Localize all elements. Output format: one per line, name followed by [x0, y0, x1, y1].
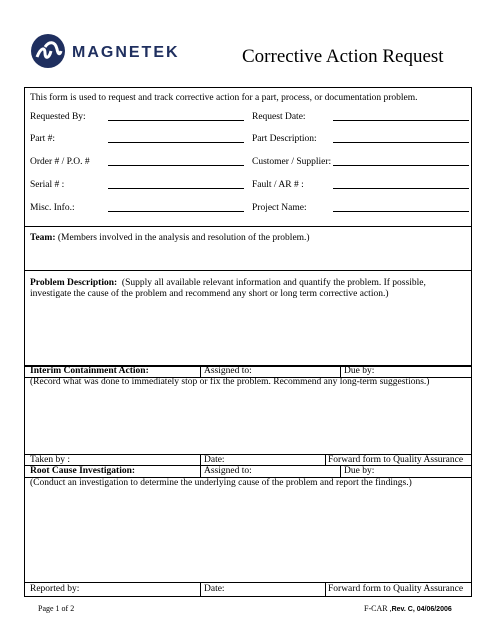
request-date-label: Request Date: [252, 112, 306, 122]
problem-label: Problem Description: [30, 278, 118, 288]
root-due-label: Due by: [344, 466, 375, 476]
root-forward-text: Forward form to Quality Assurance [328, 584, 464, 594]
order-po-field[interactable] [108, 165, 244, 166]
root-footer-divider-1 [200, 582, 201, 597]
order-po-label: Order # / P.O. # [30, 157, 90, 167]
interim-due-label: Due by: [344, 366, 375, 376]
misc-info-label: Misc. Info.: [30, 203, 75, 213]
root-assigned-label: Assigned to: [204, 466, 252, 476]
part-description-field[interactable] [333, 142, 469, 143]
page-title: Corrective Action Request [242, 46, 444, 67]
interim-divider-1 [200, 366, 201, 377]
part-description-label: Part Description: [252, 134, 317, 144]
misc-info-field[interactable] [108, 211, 244, 212]
interim-forward-text: Forward form to Quality Assurance [328, 455, 464, 465]
magnetek-logo-icon [30, 33, 66, 69]
reported-by-label: Reported by: [30, 584, 80, 594]
team-note: (Members involved in the analysis and resolution of the problem.) [57, 233, 310, 243]
fault-ar-label: Fault / AR # : [252, 180, 304, 190]
interim-divider-2 [340, 366, 341, 377]
part-number-field[interactable] [108, 142, 244, 143]
form-id [364, 604, 452, 613]
root-divider-1 [200, 465, 201, 477]
root-date-label: Date: [204, 584, 225, 594]
problem-note: (Supply all available relevant information and quantify the problem. If possible, investigate the cause of the problem and recommend any short or long term corrective action.) [30, 278, 426, 299]
requested-by-label: Requested By: [30, 112, 86, 122]
interim-assigned-label: Assigned to: [204, 366, 252, 376]
team-label: Team: [30, 233, 56, 243]
brand-name: MAGNETEK [72, 44, 180, 61]
intro-text: This form is used to request and track corrective action for a part, process, or documentation problem. [30, 93, 418, 103]
fault-ar-field[interactable] [333, 188, 469, 189]
team-heading [30, 233, 310, 243]
serial-number-field[interactable] [108, 188, 244, 189]
project-name-label: Project Name: [252, 203, 307, 213]
project-name-field[interactable] [333, 211, 469, 212]
requested-by-field[interactable] [108, 120, 244, 121]
form-id-text: F-CAR , [364, 604, 392, 613]
customer-supplier-field[interactable] [333, 165, 469, 166]
customer-supplier-label: Customer / Supplier: [252, 157, 332, 167]
root-divider-2 [340, 465, 341, 477]
page-number: Page 1 of 2 [38, 604, 75, 613]
taken-by-label: Taken by : [30, 455, 70, 465]
interim-date-label: Date: [204, 455, 225, 465]
serial-number-label: Serial # : [30, 180, 65, 190]
root-cause-label: Root Cause Investigation: [30, 466, 136, 476]
request-info-section [24, 87, 472, 227]
revision-text: Rev. C, 04/06/2006 [391, 606, 452, 613]
interim-label: Interim Containment Action: [30, 366, 149, 376]
problem-heading [30, 278, 466, 300]
part-number-label: Part #: [30, 134, 56, 144]
interim-note: (Record what was done to immediately stop or fix the problem. Recommend any long-term suggestions.) [30, 377, 430, 387]
root-cause-note: (Conduct an investigation to determine the underlying cause of the problem and report the findings.) [30, 478, 412, 488]
root-footer-divider [24, 582, 472, 583]
request-date-field[interactable] [333, 120, 469, 121]
root-footer-divider-2 [325, 582, 326, 597]
